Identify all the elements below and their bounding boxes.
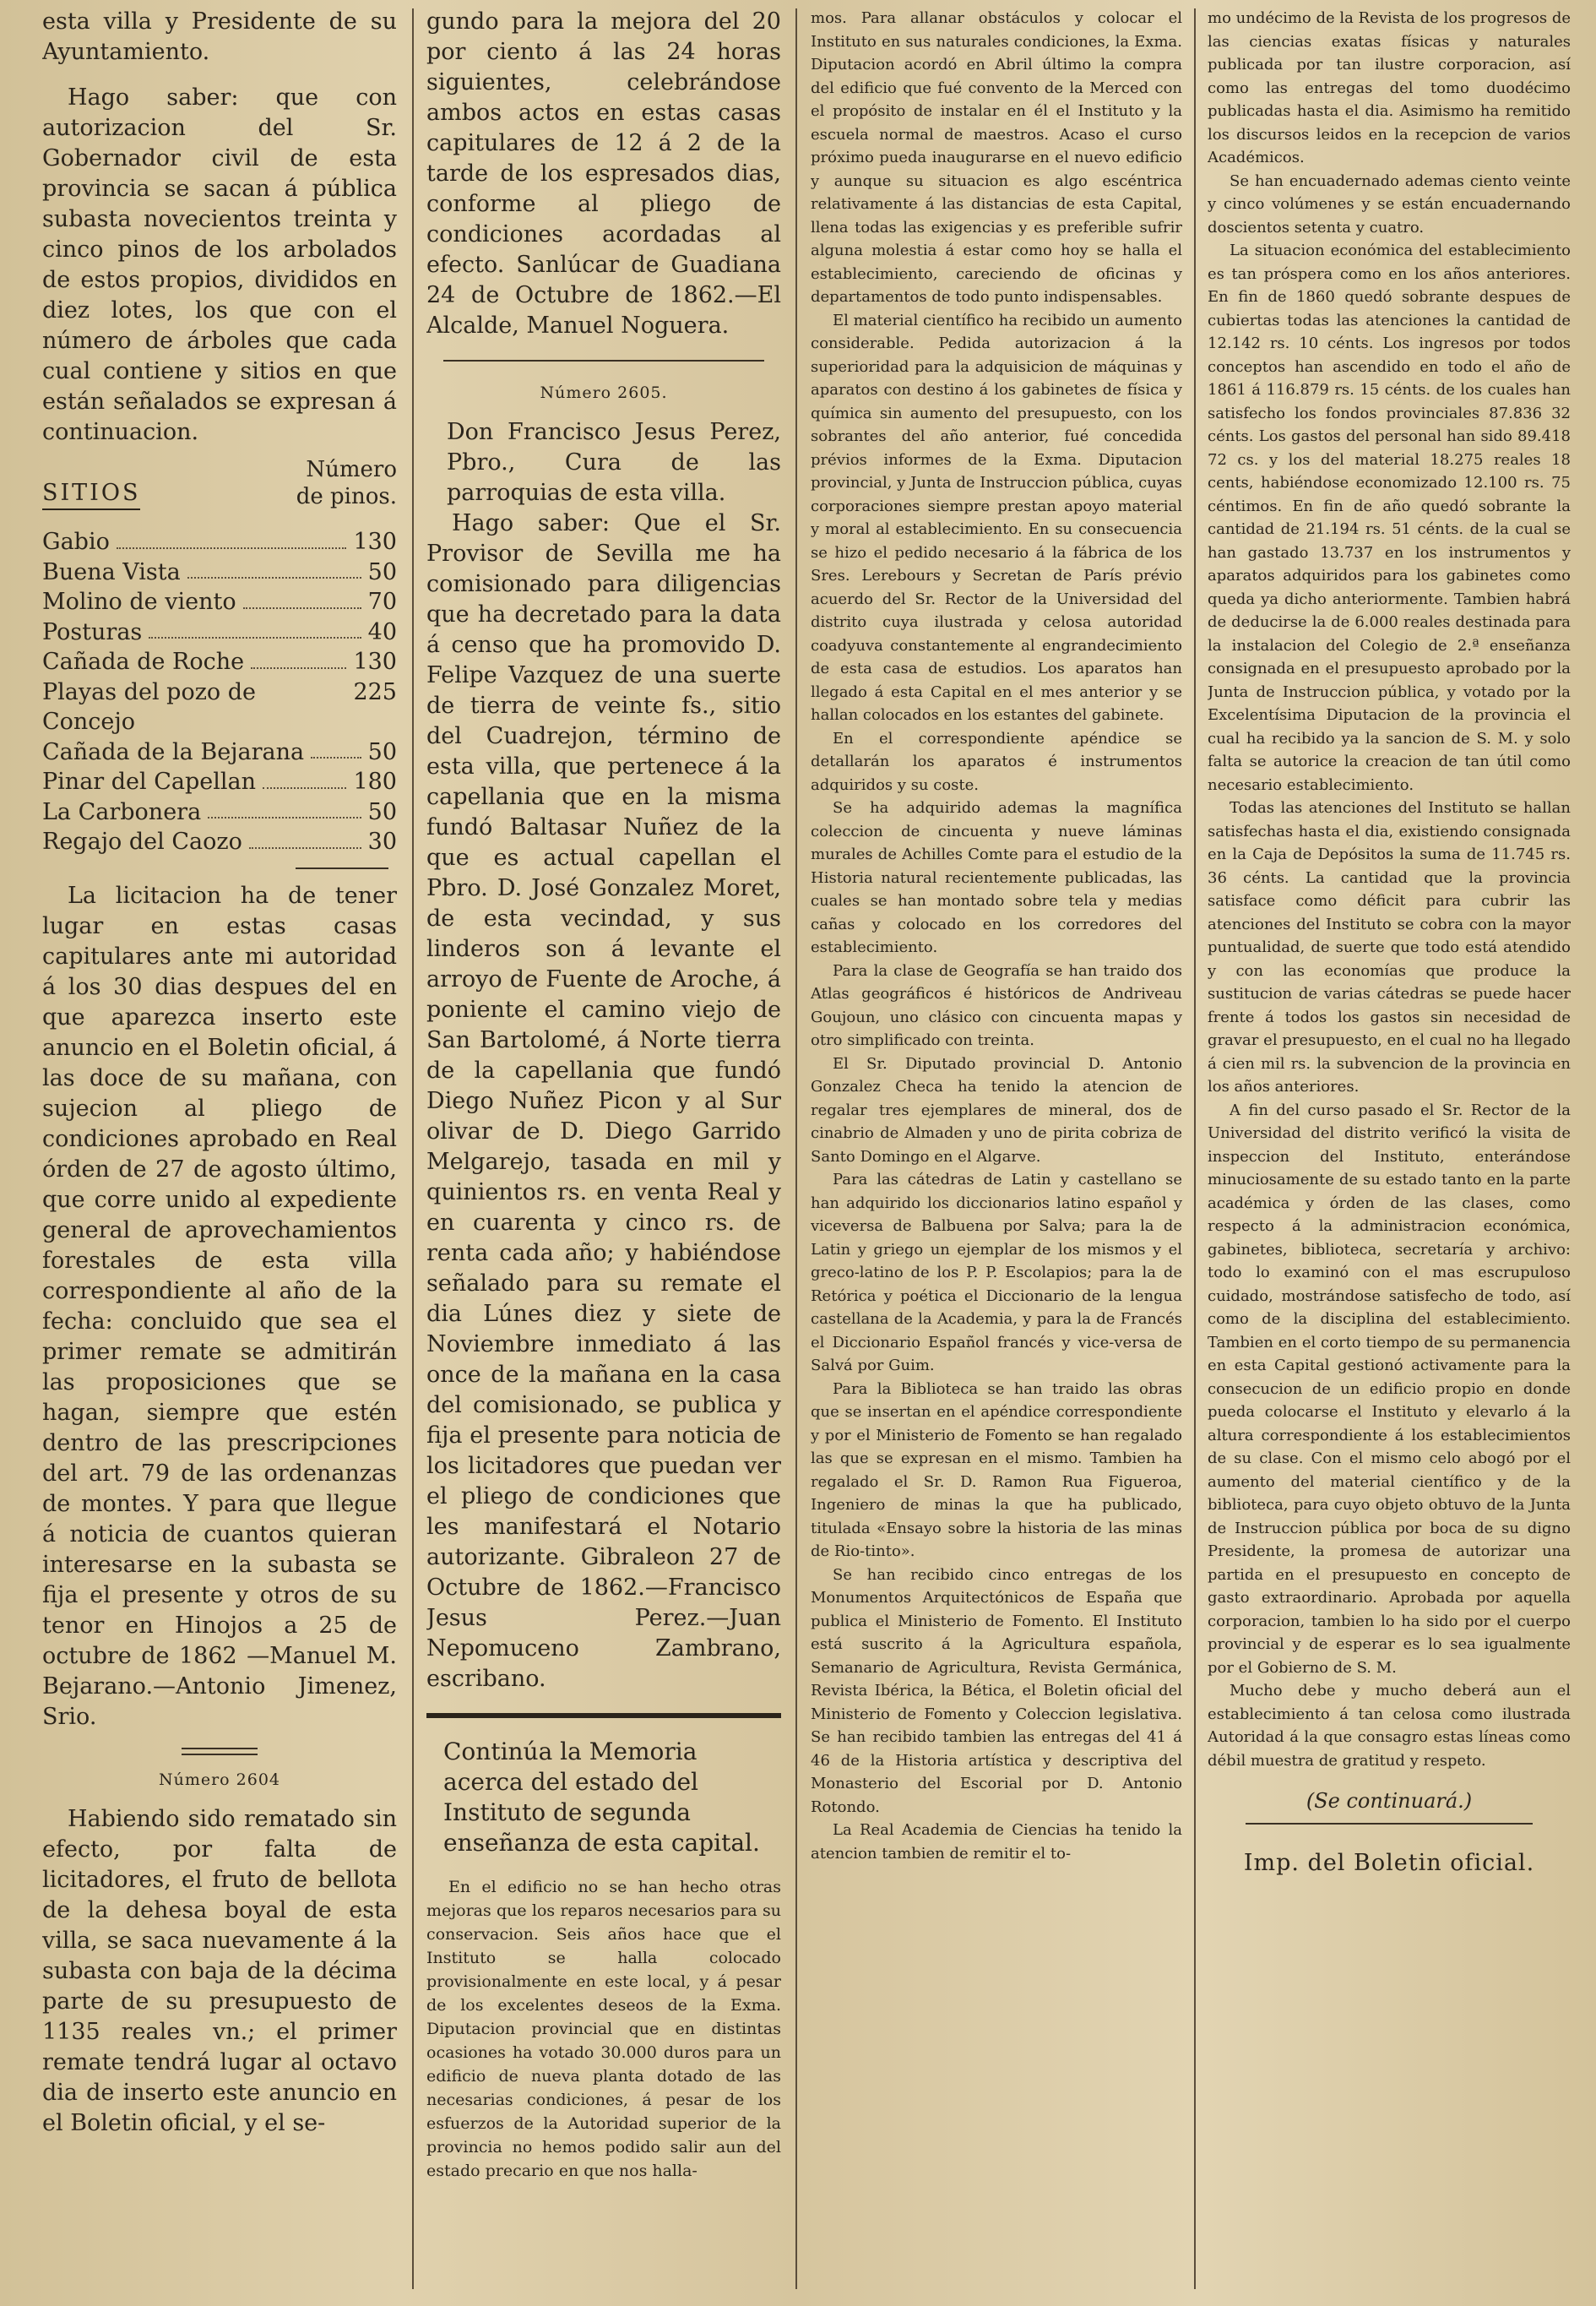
table-row	[42, 527, 397, 557]
column-2-text-c	[426, 1875, 781, 2183]
paragraph: gundo para la mejora del 20 por ciento á las 24 horas siguientes, celebrándose ambos actos en estas casas capitulares de 12 á 2 de la tarde de los espresados dias, conforme al pliego de condiciones acordadas al efecto. Sanlúcar de Guadiana 24 de Octubre de 1862.—El Alcalde, Manuel Noguera.	[426, 8, 781, 339]
table-row	[42, 797, 397, 828]
sitio: Cañada de la Bejarana	[42, 738, 305, 765]
section-divider	[426, 1713, 781, 1718]
pinos-table	[42, 527, 397, 857]
column-rule	[1194, 8, 1196, 2289]
paragraph: Todas las atenciones del Instituto se hallan satisfechas hasta el dia, existiendo consignada en la Caja de Depósitos la suma de 11.745 rs. 36 cénts. La cantidad que la provincia satisface como déficit para cubrir las atenciones del Instituto se cobra con la mayor puntualidad, de suerte que todo está atendido y con las economías que produce la sustitucion de varias cátedras se puede hacer frente á todos los gastos sin necesidad de gravar el presupuesto, en el cual no ha llegado á cien mil rs. la subvencion de la provincia en los años anteriores.	[1208, 799, 1571, 1096]
numero: 50	[367, 798, 397, 825]
column-1	[42, 7, 397, 2299]
numero: 50	[367, 738, 397, 765]
paragraph: La Real Academia de Ciencias ha tenido la atencion tambien de remitir el to-	[811, 1821, 1182, 1863]
column-3	[811, 7, 1182, 2299]
sitio: La Carbonera	[42, 798, 202, 825]
paragraph: mo undécimo de la Revista de los progresos de las ciencias exatas físicas y naturales publicada por tan ilustre corporacion, así como las entregas del tomo duodécimo publicadas hasta el dia. Asimismo ha remitido los discursos leidos en la recepcion de varios Académicos.	[1208, 9, 1571, 166]
column-1-text-b	[42, 881, 397, 1732]
paragraph: En el correspondiente apéndice se detallarán los aparatos é instrumentos adquiridos y su coste.	[811, 729, 1182, 794]
paragraph: La situacion económica del establecimiento es tan próspera como en los años anteriores. En fin de 1860 quedó sobrante despues de cubiertas todas las atenciones la cantidad de 12.142 rs. 10 cénts. Los ingresos por todos conceptos han ascendido en todo el año de 1861 á 116.879 rs. 15 cénts. de los cuales han satisfecho los fondos provinciales 87.836 32 cénts. Los gastos del personal han sido 89.418 72 cs. y los del material 18.275 reales 18 cents, habiéndose economizado 12.100 rs. 75 céntimos. En fin de año quedó sobrante la cantidad de 21.194 rs. 51 cénts. de la cual se han gastado 13.737 en los instrumentos y aparatos adquiridos para los gabinetes como queda ya dicho anteriormente. Tambien habrá de deducirse la de 6.000 reales destinada para la instalacion del Colegio de 2.ª enseñanza consignada en el presupuesto aprobado por la Junta de Instruccion pública, y votado por la Excelentísima Diputacion de la provincia el cual ha recibido ya la sancion de S. M. y solo falta se autorice la creacion de tan útil como necesario establecimiento.	[1208, 242, 1571, 794]
sitio: Pinar del Capellan	[42, 769, 257, 795]
column-3-text	[811, 7, 1182, 1865]
notice-heading	[426, 417, 781, 509]
printer-imprint: Imp. del Boletin oficial.	[1243, 1850, 1535, 1876]
table-row	[42, 827, 397, 857]
numero: 180	[353, 769, 397, 795]
numero: 40	[367, 618, 397, 645]
paragraph: Para la clase de Geografía se han traido dos Atlas geográficos é históricos de Andriveau Goujoun, uno clásico con cincuenta mapas y otro simplificado con treinta.	[811, 961, 1182, 1049]
column-rule	[795, 8, 797, 2289]
paragraph: Para las cátedras de Latin y castellano se han adquirido los diccionarios latino español y viceversa de Balbuena por Salva; para la de Latin y griego un ejemplar de los mismos y el greco-latino de los P. P. Escolapios; para la de Retórica y poética el Diccionario de la lengua castellana de la Academia, y para la de Francés el Diccionario Español francés y vice-versa de Salvá por Guim.	[811, 1171, 1182, 1374]
table-row	[42, 767, 397, 797]
column-rule	[412, 8, 414, 2289]
table-row	[42, 737, 397, 768]
divider	[1246, 1823, 1533, 1825]
table-row	[42, 557, 397, 588]
column-2-text-b	[426, 509, 781, 1694]
table-row	[42, 647, 397, 677]
sitio: Posturas	[42, 618, 143, 645]
sitio: Regajo del Caozo	[42, 829, 242, 855]
column-1-text-c	[42, 1804, 397, 2139]
numero: 225	[353, 678, 397, 705]
paragraph: Se ha adquirido ademas la magnífica coleccion de cincuenta y nueve láminas murales de Achilles Comte para el estudio de la Historia natural recientemente publicadas, las cuales se han montado sobre tela y medias cañas y colocado en los corredores del establecimiento.	[811, 799, 1182, 956]
table-header	[42, 456, 397, 510]
column-4	[1208, 7, 1571, 2299]
table-header-numero: Número de pinos.	[296, 457, 397, 509]
paragraph: Para la Biblioteca se han traido las obras que se insertan en el apéndice correspondiente y por el Ministerio de Fomento se han regalado las que se expresan en el mismo. Tambien ha regalado el Sr. D. Ramon Rua Figueroa, Ingeniero de minas la que ha publicado, titulada «Ensayo sobre la historia de las minas de Rio-tinto».	[811, 1379, 1182, 1560]
divider	[296, 867, 388, 869]
sitio: Buena Vista	[42, 558, 181, 585]
numero: 70	[367, 589, 397, 615]
paragraph: La licitacion ha de tener lugar en estas casas capitulares ante mi autoridad á los 30 dias despues del en que aparezca inserto este anuncio en el Boletin oficial, á las doce de su mañana, con sujecion al pliego de condiciones aprobado en Real órden de 27 de agosto último, que corre unido al expediente general de aprovechamientos forestales de esta villa correspondiente al año de la fecha: concluido que sea el primer remate se admitirán las proposiciones que se hagan, siempre que estén dentro de las prescripciones del art. 79 de las ordenanzas de montes. Y para que llegue á noticia de cuantos quieran interesarse en la subasta se fija el presente y otros de su tenor en Hinojos a 25 de octubre de 1862 —Manuel M. Bejarano.—Antonio Jimenez, Srio.	[42, 882, 397, 1730]
section-title: Continúa la Memoria acerca del estado del Instituto de segunda enseñanza de esta capital.	[443, 1738, 760, 1857]
paragraph: Se han recibido cinco entregas de los Monumentos Arquitectónicos de España que publica el Ministerio de Fomento. El Instituto está suscrito á la Agricultura española, Semanario de Agricultura, Revista Germánica, Revista Ibérica, la Bética, el Boletin oficial del Ministerio de Fomento y Coleccion legislativa. Se han recibido tambien las entregas del 41 á 46 de la Historia artística y descriptiva del Monasterio del Escorial por D. Antonio Rotondo.	[811, 1565, 1182, 1816]
divider	[443, 360, 764, 362]
paragraph: El Sr. Diputado provincial D. Antonio Gonzalez Checa ha tenido la atencion de regalar tres ejemplares de mineral, dos de cinabrio de Almaden y uno de pirita cobriza de Santo Domingo en el Algarve.	[811, 1054, 1182, 1166]
heading-text: Don Francisco Jesus Perez, Pbro., Cura de las parroquias de esta villa.	[447, 419, 781, 506]
paragraph: Se han encuadernado ademas ciento veinte y cinco volúmenes y se están encuadernando doscientos setenta y cuatro.	[1208, 171, 1571, 237]
table-row	[42, 617, 397, 648]
column-4-text	[1208, 7, 1571, 1772]
paragraph: Hago saber: Que el Sr. Provisor de Sevilla me ha comisionado para diligencias que ha decretado para la data á censo que ha promovido D. Felipe Vazquez de una suerte de tierra de veinte fs., sitio del Cuadrejon, término de esta villa, que pertenece á la capellania que en la misma fundó Baltasar Nuñez de la que es actual capellan el Pbro. D. José Gonzalez Moret, de esta vecindad, y sus linderos son á levante el arroyo de Fuente de Aroche, á poniente el camino viejo de San Bartolomé, á Norte tierra de la capellania que fundó Diego Nuñez Picon y al Sur olivar de D. Diego Garrido Melgarejo, tasada en mil y quinientos rs. en venta Real y en cuarenta y cinco rs. de renta cada año; y habiéndose señalado para su remate el dia Lúnes diez y siete de Noviembre inmediato á las once de la mañana en la casa del comisionado, se publica y fija el presente para noticia de los licitadores que puedan ver el pliego de condiciones que les manifestará el Notario autorizante. Gibraleon 27 de Octubre de 1862.—Francisco Jesus Perez.—Juan Nepomuceno Zambrano, escribano.	[426, 510, 781, 1692]
double-divider	[182, 1748, 258, 1755]
column-1-text	[42, 7, 397, 448]
column-2-text	[426, 7, 781, 341]
sitio: Molino de viento	[42, 589, 236, 615]
paragraph: Habiendo sido rematado sin efecto, por falta de licitadores, el fruto de bellota de la dehesa boyal de esta villa, se saca nuevamente á la subasta con baja de la décima parte de su presupuesto de 1135 reales vn.; el primer remate tendrá lugar al octavo dia de inserto este anuncio en el Boletin oficial, y el se-	[42, 1805, 397, 2136]
numero: 130	[353, 649, 397, 675]
sitio: Gabio	[42, 529, 110, 555]
paragraph: A fin del curso pasado el Sr. Rector de la Universidad del distrito verificó la visita de inspeccion del Instituto, enterándose minuciosamente de su estado tanto en la parte académica y órden de las clases, como respecto á la administracion económica, gabinetes, biblioteca, secretaría y archivo: todo lo examinó con el mas escrupuloso cuidado, mostrándose satisfecho de todo, así como de la disciplina del establecimiento. Tambien en el corto tiempo de su permanencia en esta Capital gestionó activamente para la consecucion de un edificio propio en donde pueda colocarse el Instituto y elevarlo á la altura correspondiente á los establecimientos de su clase. Con el mismo celo abogó por el aumento del material científico y de la biblioteca, para cuyo objeto obtuvo de la Junta de Instruccion pública por boca de su digno Presidente, la promesa de autorizar una partida en el presupuesto en concepto de gasto extraordinario. Aprobada por aquella corporacion, tambien lo ha sido por el cuerpo provincial y de esperar es lo sea igualmente por el Gobierno de S. M.	[1208, 1101, 1571, 1677]
notice-number: Número 2605.	[540, 383, 668, 402]
numero: 30	[367, 829, 397, 855]
paragraph: esta villa y Presidente de su Ayuntamiento.	[42, 8, 397, 65]
paragraph: Mucho debe y mucho deberá aun el establecimiento á tan celosa como ilustrada Autoridad á la que consagro estas líneas como débil muestra de gratitud y respeto.	[1208, 1682, 1571, 1770]
numero: 50	[367, 558, 397, 585]
sitio: Playas del pozo de Concejo	[42, 678, 257, 735]
paragraph: En el edificio no se han hecho otras mejoras que los reparos necesarios para su conservacion. Seis años hace que el Instituto se halla colocado provisionalmente en este local, y á pesar de los excelentes deseos de la Exma. Diputacion provincial que en distintas ocasiones ha votado 30.000 duros para un edificio de nueva planta dotado de las necesarias condiciones, á pesar de los esfuerzos de la Autoridad superior de la provincia no hemos podido salir aun del estado precario en que nos halla-	[426, 1878, 781, 2180]
sitio: Cañada de Roche	[42, 649, 245, 675]
continuation-note: (Se continuará.)	[1306, 1789, 1473, 1813]
column-2	[426, 7, 781, 2299]
paragraph: El material científico ha recibido un aumento considerable. Pedida autorizacion á la superioridad para la adquisicion de máquinas y aparatos con destino á los gabinetes de física y química sin aumento del presupuesto, con los sobrantes del año anterior, fué concedida prévios informes de la Exma. Diputacion provincial, y Junta de Instruccion pública, cuyas corporaciones siempre prestan apoyo material y moral al establecimiento. En su consecuencia se hizo el pedido necesario á la fábrica de los Sres. Lerebours y Secretan de París prévio acuerdo del Sr. Rector de la Universidad del distrito cuya ilustrada y celosa autoridad coadyuva constantemente al engrandecimiento de esta casa de estudios. Los aparatos han llegado á esta Capital en el mes anterior y se hallan colocados en los estantes del gabinete.	[811, 311, 1182, 724]
notice-number: Número 2604	[158, 1770, 281, 1789]
paragraph: Hago saber: que con autorizacion del Sr. Gobernador civil de esta provincia se sacan á pública subasta novecientos treinta y cinco pinos de los arbolados de estos propios, divididos en diez lotes, los que con el número de árboles que cada cual contiene y sitios en que están señalados se expresan á continuacion.	[42, 84, 397, 445]
table-header-sitios: SITIOS	[42, 480, 140, 510]
paragraph: mos. Para allanar obstáculos y colocar el Instituto en sus naturales condiciones, la Exma. Diputacion acordó en Abril último la compra del edificio que fué convento de la Merced con el propósito de instalar en él el Instituto y la escuela normal de maestros. Acaso el curso próximo pueda inaugurarse en el nuevo edificio y aunque su situacion es algo escéntrica relativamente á las distancias de esta Capital, llena todas las exigencias y es preferible sufrir alguna molestia á estar como hoy se halla el establecimiento, careciendo de oficinas y departamentos de todo punto indispensables.	[811, 9, 1182, 306]
numero: 130	[353, 529, 397, 555]
table-row	[42, 677, 397, 737]
table-row	[42, 587, 397, 617]
